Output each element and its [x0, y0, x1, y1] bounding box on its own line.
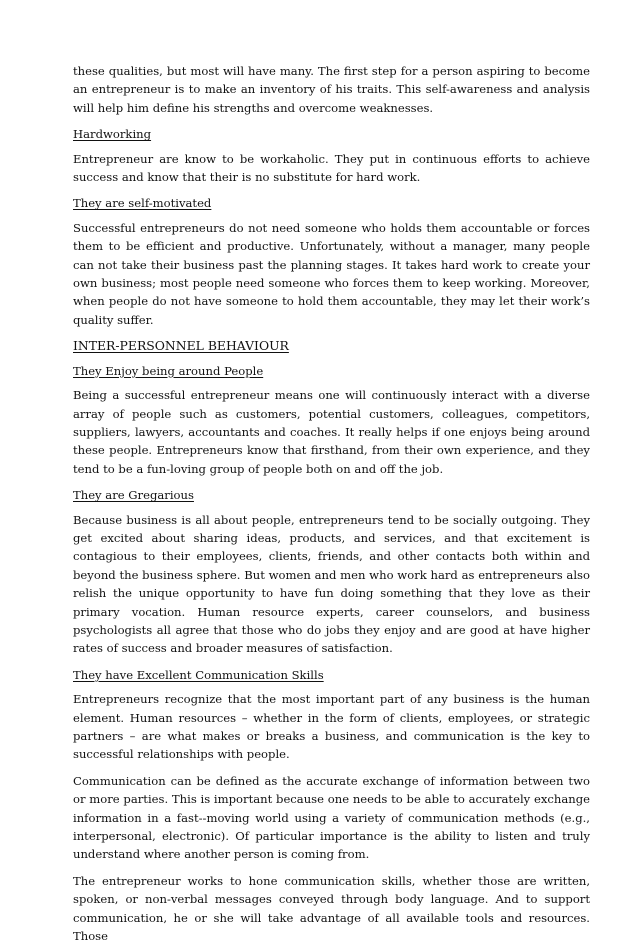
communication-paragraph-2: Communication can be defined as the accurate exchange of information between two or more parties. This is important because one needs to be able to accurately exchange information in a fast--moving world using a variety of communication methods (e.g., interpersonal, electronic). Of particular importance is the ability to listen and truly understand where another person is coming from. — [73, 773, 590, 862]
self-motivated-paragraph: Successful entrepreneurs do not need someone who holds them accountable or forces them to be efficient and productive. Unfortunately, without a manager, many people can not take their business past the planning stages. It takes hard work to create your own business; most people need someone who forces them to keep working. Moreover, when people do not have someone to hold them accountable, they may let their work’s quality suffer. — [73, 220, 590, 327]
communication-paragraph-3: The entrepreneur works to hone communication skills, whether those are written, spoken, or non-verbal messages conveyed through body language. And to support communication, he or she will take advantage of all available tools and resources. Those — [73, 873, 590, 944]
gregarious-heading: They are Gregarious — [73, 488, 194, 503]
gregarious-paragraph: Because business is all about people, entrepreneurs tend to be socially outgoing. They get excited about sharing ideas, products, and services, and that excitement is contagious to their employees, clients, friends, and other contacts both within and beyond the business sphere. But women and men who work hard as entrepreneurs also relish the unique opportunity to have fun doing something that they love as their primary vocation. Human resource experts, career counselors, and business psychologists all agree that those who do jobs they enjoy and are good at have higher rates of success and broader measures of satisfaction. — [73, 512, 590, 656]
intro-paragraph: these qualities, but most will have many. The first step for a person aspiring to become an entrepreneur is to make an inventory of his traits. This self-awareness and analysis will help him define his strengths and overcome weaknesses. — [73, 64, 590, 115]
section-heading: INTER-PERSONNEL BEHAVIOUR — [73, 338, 289, 354]
hardworking-paragraph: Entrepreneur are know to be workaholic. They put in continuous efforts to achieve success and know that their is no substitute for hard work. — [73, 151, 590, 185]
hardworking-heading: Hardworking — [73, 127, 152, 142]
self-motivated-heading: They are self-motivated — [73, 196, 212, 211]
communication-heading: They have Excellent Communication Skills — [73, 667, 324, 682]
enjoy-people-paragraph: Being a successful entrepreneur means one will continuously interact with a diverse array of people such as customers, potential customers, colleagues, competitors, suppliers, lawyers, accountants and coaches. It really helps if one enjoys being around these people. Entrepreneurs know that firsthand, from their own experience, and they tend to be a fun-loving group of people both on and off the job. — [73, 388, 590, 476]
communication-paragraph-1: Entrepreneurs recognize that the most important part of any business is the human element. Human resources – whether in the form of clients, employees, or strategic partners – are what makes or breaks a business, and communication is the key to successful relationships with people. — [73, 692, 590, 762]
enjoy-people-heading: They Enjoy being around People — [73, 363, 264, 378]
